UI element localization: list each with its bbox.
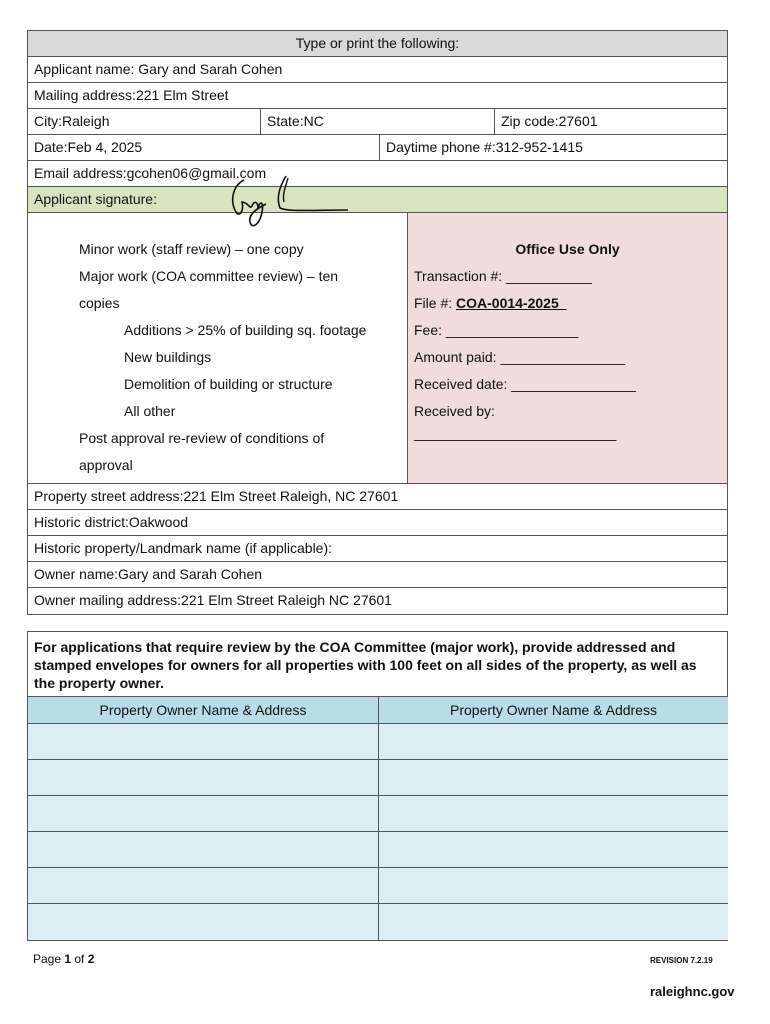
owner-address-field[interactable]: Owner mailing address:221 Elm Street Raleigh NC 27601	[34, 592, 392, 608]
option-post-approval[interactable]: Post approval re-review of conditions of	[79, 430, 325, 446]
signature-label: Applicant signature:	[34, 191, 157, 207]
applicant-form-table	[27, 30, 728, 615]
envelope-instructions: For applications that require review by the COA Committee (major work), provide addressed and stamped envelopes for owners for all properties with 100 feet on all sides of the property, as well as the property owner.	[28, 632, 727, 697]
fee-field[interactable]: Fee: _________________	[414, 322, 579, 338]
applicant-signature-image	[222, 172, 352, 232]
owner-cell[interactable]	[378, 904, 728, 940]
landmark-field[interactable]: Historic property/Landmark name (if applicable):	[34, 540, 333, 556]
mailing-address-field[interactable]: Mailing address:221 Elm Street	[34, 87, 229, 103]
owner-address-row	[28, 588, 727, 614]
property-street-field[interactable]: Property street address:221 Elm Street Raleigh, NC 27601	[34, 488, 399, 504]
office-use-panel	[407, 213, 727, 483]
file-number-label: File #:	[414, 295, 457, 311]
mailing-address-row	[28, 83, 727, 109]
phone-field[interactable]: Daytime phone #:312-952-1415	[379, 135, 727, 160]
date-field[interactable]: Date:Feb 4, 2025	[34, 139, 143, 155]
revision-label: REVISION 7.2.19	[650, 956, 713, 965]
owner-cell[interactable]	[28, 868, 378, 904]
review-type-section	[28, 213, 727, 484]
form-header	[28, 31, 727, 57]
state-field[interactable]: State:NC	[260, 109, 494, 134]
property-street-row	[28, 484, 727, 510]
option-minor-work[interactable]: Minor work (staff review) – one copy	[79, 241, 304, 257]
owner-cell[interactable]	[28, 760, 378, 796]
signature-row	[28, 187, 727, 213]
option-new-buildings[interactable]: New buildings	[124, 349, 212, 365]
column-header-2: Property Owner Name & Address	[378, 697, 728, 724]
owner-cell[interactable]	[28, 832, 378, 868]
file-number-value: COA-0014-2025	[456, 295, 559, 311]
email-row	[28, 161, 727, 187]
page-prefix: Page	[33, 952, 65, 966]
email-field[interactable]: Email address:gcohen06@gmail.com	[34, 165, 267, 181]
owner-cell[interactable]	[378, 724, 728, 760]
date-phone-row	[28, 135, 727, 161]
city-field[interactable]: City:Raleigh	[34, 113, 110, 129]
option-major-work[interactable]: Major work (COA committee review) – ten	[79, 268, 339, 284]
historic-district-field[interactable]: Historic district:Oakwood	[34, 514, 189, 530]
form-header-text: Type or print the following:	[295, 35, 460, 51]
owner-cell[interactable]	[28, 904, 378, 940]
transaction-field[interactable]: Transaction #: ___________	[414, 268, 592, 284]
applicant-name-row	[28, 57, 727, 83]
zip-field[interactable]: Zip code:27601	[494, 109, 727, 134]
page-of: of	[71, 952, 88, 966]
received-date-field[interactable]: Received date: ________________	[414, 376, 636, 392]
amount-paid-field[interactable]: Amount paid: ________________	[414, 349, 625, 365]
owner-name-row	[28, 562, 727, 588]
option-post-approval-cont: approval	[79, 457, 133, 473]
file-number-field[interactable]	[414, 295, 567, 311]
site-url[interactable]: raleighnc.gov	[650, 984, 735, 999]
landmark-row	[28, 536, 727, 562]
page-indicator	[33, 952, 94, 966]
option-demolition[interactable]: Demolition of building or structure	[124, 376, 333, 392]
option-major-work-cont: copies	[79, 295, 120, 311]
received-by-label: Received by:	[414, 403, 495, 419]
office-use-title: Office Use Only	[515, 241, 620, 257]
owner-cell[interactable]	[28, 724, 378, 760]
owners-grid	[28, 697, 727, 940]
owner-cell[interactable]	[378, 832, 728, 868]
option-all-other[interactable]: All other	[124, 403, 176, 419]
page-number: 1	[64, 952, 72, 966]
property-owners-table	[27, 631, 728, 941]
owner-cell[interactable]	[378, 796, 728, 832]
received-by-line[interactable]: __________________________	[414, 425, 617, 441]
owner-name-field[interactable]: Owner name:Gary and Sarah Cohen	[34, 566, 263, 582]
city-state-zip-row	[28, 109, 727, 135]
owner-cell[interactable]	[378, 760, 728, 796]
owner-cell[interactable]	[28, 796, 378, 832]
applicant-name-field[interactable]: Applicant name: Gary and Sarah Cohen	[34, 61, 283, 77]
owner-cell[interactable]	[378, 868, 728, 904]
column-header-1: Property Owner Name & Address	[28, 697, 378, 724]
historic-district-row	[28, 510, 727, 536]
review-options	[28, 213, 407, 483]
option-additions[interactable]: Additions > 25% of building sq. footage	[124, 322, 367, 338]
page-total: 2	[87, 952, 95, 966]
